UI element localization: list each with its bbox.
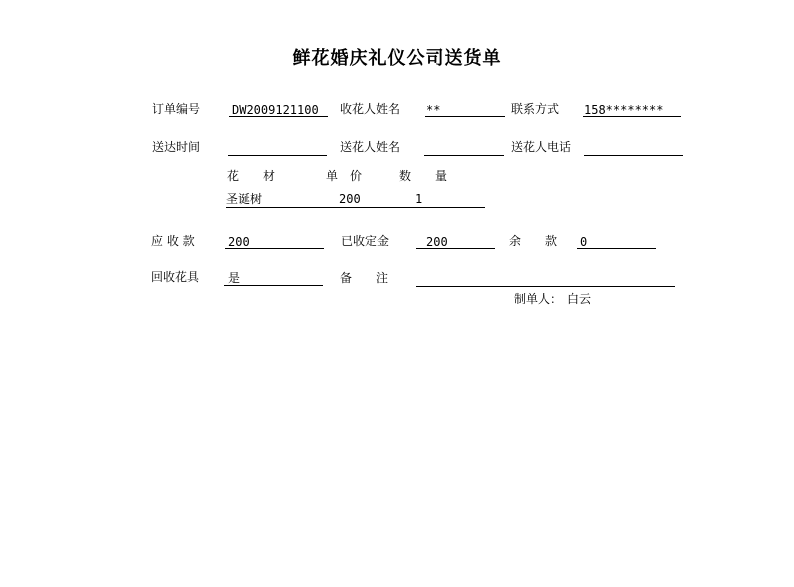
balance-value: 0 — [580, 235, 588, 249]
contact-underline — [583, 116, 681, 117]
sender-name-underline — [424, 155, 504, 156]
amount-due-underline — [225, 248, 324, 249]
item-row-underline — [226, 207, 485, 208]
amount-due-value: 200 — [228, 235, 250, 249]
balance-underline — [577, 248, 656, 249]
sender-phone-label: 送花人电话 — [511, 140, 572, 154]
remarks-label: 备 注 — [340, 271, 389, 285]
column-header-quantity: 数 量 — [399, 169, 448, 183]
amount-due-label: 应 收 款 — [151, 234, 195, 248]
item-unit-price-cell: 200 — [339, 192, 361, 206]
recycle-flower-tools-label: 回收花具 — [151, 270, 200, 284]
recipient-name-underline — [425, 116, 505, 117]
recycle-underline — [224, 285, 323, 286]
delivery-time-label: 送达时间 — [152, 140, 201, 154]
contact-value: 158******** — [584, 103, 664, 117]
remarks-underline — [416, 286, 675, 287]
form-maker-label: 制单人： — [514, 292, 563, 306]
column-header-material: 花 材 — [227, 169, 276, 183]
item-quantity-cell: 1 — [415, 192, 423, 206]
contact-label: 联系方式 — [511, 102, 560, 116]
column-header-unit-price: 单 价 — [326, 169, 363, 183]
balance-label: 余 款 — [509, 234, 558, 248]
order-number-label: 订单编号 — [152, 102, 201, 116]
item-material-cell: 圣诞树 — [226, 192, 263, 206]
deposit-label: 已收定金 — [341, 234, 390, 248]
order-number-value: DW2009121100 — [232, 103, 319, 117]
recipient-name-value: ** — [426, 103, 441, 117]
delivery-time-underline — [228, 155, 327, 156]
document-title: 鲜花婚庆礼仪公司送货单 — [292, 48, 502, 69]
sender-name-label: 送花人姓名 — [340, 140, 401, 154]
order-number-underline — [229, 116, 328, 117]
deposit-underline — [416, 248, 495, 249]
recipient-name-label: 收花人姓名 — [340, 102, 401, 116]
deposit-value: 200 — [426, 235, 448, 249]
recycle-flower-tools-value: 是 — [228, 271, 241, 285]
form-maker-name: 白云 — [567, 292, 592, 306]
sender-phone-underline — [584, 155, 683, 156]
